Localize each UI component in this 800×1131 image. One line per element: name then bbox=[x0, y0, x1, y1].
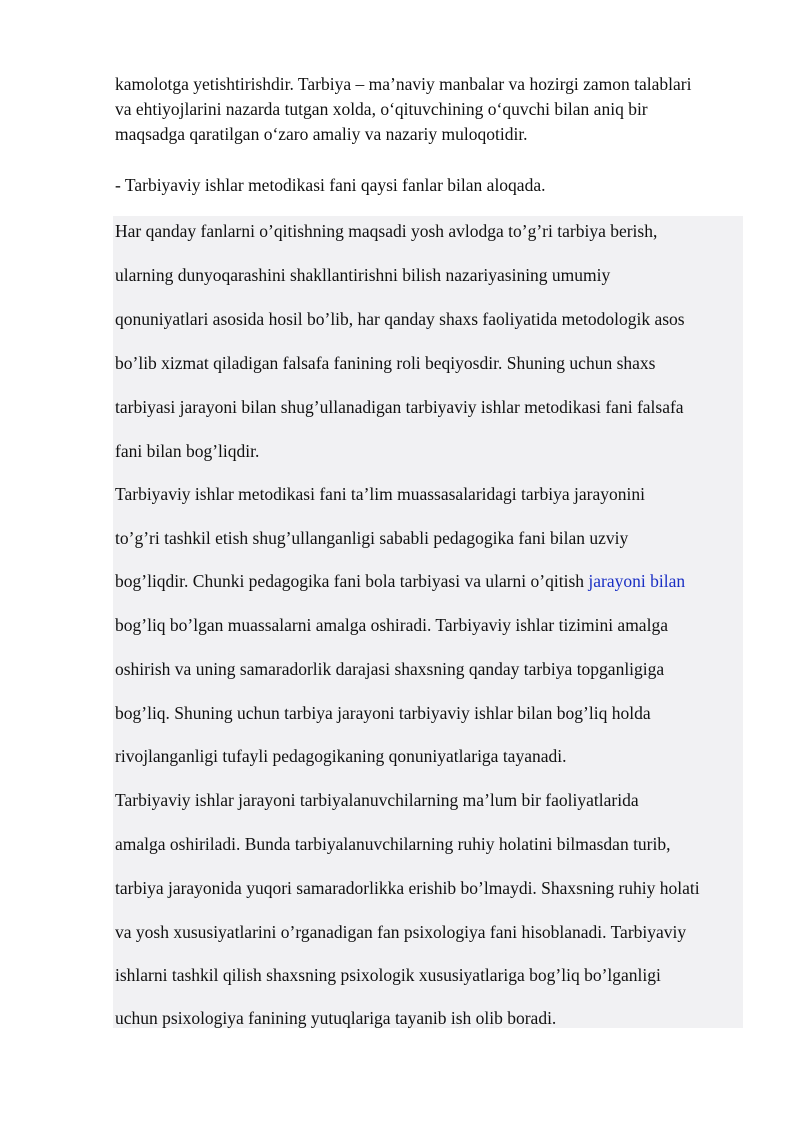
answer-line: tarbiyasi jarayoni bilan shug’ullanadigan tarbiyaviy ishlar metodikasi fani falsafa bbox=[115, 397, 684, 417]
answer-line: tarbiya jarayonida yuqori samaradorlikka erishib bo’lmaydi. Shaxsning ruhiy holati bbox=[115, 878, 700, 898]
intro-paragraph bbox=[115, 72, 745, 147]
answer-line: bog’liq bo’lgan muassalarni amalga oshiradi. Tarbiyaviy ishlar tizimini amalga bbox=[115, 615, 668, 635]
hyperlink-jarayoni-bilan[interactable]: jarayoni bilan bbox=[588, 571, 686, 591]
answer-line: to’g’ri tashkil etish shug’ullanganligi sababli pedagogika fani bilan uzviy bbox=[115, 528, 629, 548]
answer-text: bog’liqdir. Chunki pedagogika fani bola tarbiyasi va ularni o’qitish bbox=[115, 571, 589, 591]
answer-line: bog’liq. Shuning uchun tarbiya jarayoni tarbiyaviy ishlar bilan bog’liq holda bbox=[115, 703, 651, 723]
intro-line: va ehtiyojlarini nazarda tutgan xolda, o‘qituvchining o‘quvchi bilan aniq bir bbox=[115, 99, 648, 119]
answer-line: qonuniyatlari asosida hosil bo’lib, har qanday shaxs faoliyatida metodologik asos bbox=[115, 309, 685, 329]
answer-line: Tarbiyaviy ishlar jarayoni tarbiyalanuvchilarning ma’lum bir faoliyatlarida bbox=[115, 790, 639, 810]
answer-line: Har qanday fanlarni o’qitishning maqsadi yosh avlodga to’g’ri tarbiya berish, bbox=[115, 221, 658, 241]
answer-line: rivojlanganligi tufayli pedagogikaning qonuniyatlariga tayanadi. bbox=[115, 746, 567, 766]
answer-line: fani bilan bog’liqdir. bbox=[115, 441, 260, 461]
answer-line bbox=[115, 569, 685, 594]
answer-line: va yosh xususiyatlarini o’rganadigan fan psixologiya fani hisoblanadi. Tarbiyaviy bbox=[115, 922, 687, 942]
answer-line: Tarbiyaviy ishlar metodikasi fani ta’lim muassasalaridagi tarbiya jarayonini bbox=[115, 484, 645, 504]
answer-line: ishlarni tashkil qilish shaxsning psixologik xususiyatlariga bog’liq bo’lganligi bbox=[115, 965, 661, 985]
intro-line: maqsadga qaratilgan o‘zaro amaliy va nazariy muloqotidir. bbox=[115, 124, 528, 144]
answer-line: uchun psixologiya fanining yutuqlariga tayanib ish olib boradi. bbox=[115, 1008, 557, 1028]
answer-line: bo’lib xizmat qiladigan falsafa fanining roli beqiyosdir. Shuning uchun shaxs bbox=[115, 353, 656, 373]
question-heading: - Tarbiyaviy ishlar metodikasi fani qaysi fanlar bilan aloqada. bbox=[115, 175, 546, 195]
answer-line: oshirish va uning samaradorlik darajasi shaxsning qanday tarbiya topganligiga bbox=[115, 659, 665, 679]
answer-line: ularning dunyoqarashini shakllantirishni bilish nazariyasining umumiy bbox=[115, 265, 611, 285]
intro-line: kamolotga yetishtirishdir. Tarbiya – ma’naviy manbalar va hozirgi zamon talablari bbox=[115, 74, 692, 94]
answer-line: amalga oshiriladi. Bunda tarbiyalanuvchilarning ruhiy holatini bilmasdan turib, bbox=[115, 834, 671, 854]
